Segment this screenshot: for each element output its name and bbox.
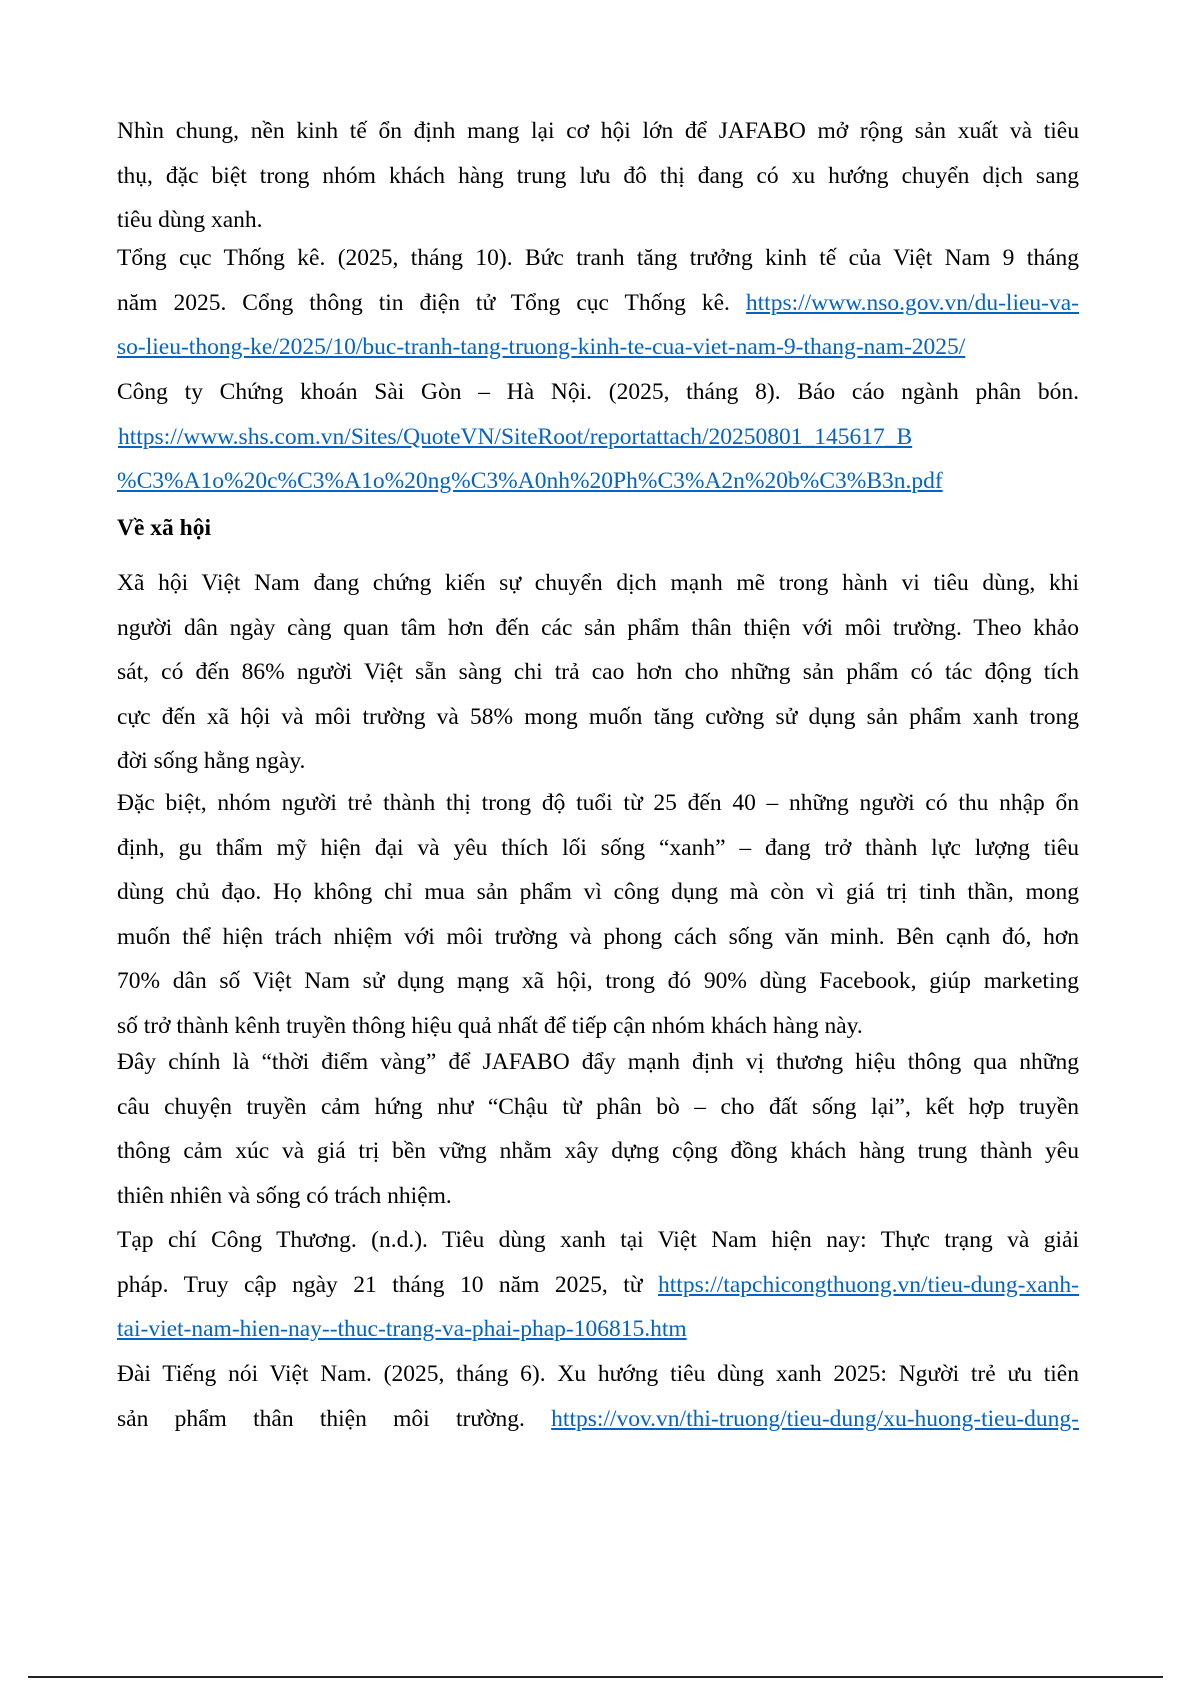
text-line (117, 459, 1079, 504)
text-line: Nhìn chung, nền kinh tế ổn định mang lại cơ hội lớn để JAFABO mở rộng sản xuất và tiêu (117, 118, 1079, 144)
text-line: cực đến xã hội và môi trường và 58% mong muốn tăng cường sử dụng sản phẩm xanh trong (117, 703, 1079, 730)
text-line (117, 325, 1079, 370)
text-line: Đài Tiếng nói Việt Nam. (2025, tháng 6). Xu hướng tiêu dùng xanh 2025: Người trẻ ưu tiên (117, 1361, 1079, 1387)
text-line (117, 1397, 1079, 1442)
text-line: câu chuyện truyền cảm hứng như “Chậu từ phân bò – cho đất sống lại”, kết hợp truyền (117, 1093, 1079, 1120)
reference-shs (117, 370, 1079, 504)
reference-text: năm 2025. Cổng thông tin điện tử Tổng cục Thống kê. (117, 289, 746, 316)
reference-link[interactable]: https://tapchicongthuong.vn/tieu-dung-xanh- (658, 1271, 1079, 1298)
text-line: dùng chủ đạo. Họ không chỉ mua sản phẩm vì công dụng mà còn vì giá trị tinh thần, mong (117, 879, 1079, 905)
reference-link[interactable]: https://www.shs.com.vn/Sites/QuoteVN/SiteRoot/reportattach/20250801_145617_B (118, 423, 913, 450)
text-line: 70% dân số Việt Nam sử dụng mạng xã hội, trong đó 90% dùng Facebook, giúp marketing (117, 968, 1079, 994)
reference-text: sản phẩm thân thiện môi trường. (117, 1405, 552, 1432)
text-line: số trở thành kênh truyền thông hiệu quả nhất để tiếp cận nhóm khách hàng này. (117, 1012, 863, 1039)
paragraph-social-trend (117, 561, 1079, 784)
text-line: Tạp chí Công Thương. (n.d.). Tiêu dùng xanh tại Việt Nam hiện nay: Thực trạng và giải (117, 1227, 1079, 1253)
reference-link[interactable]: tai-viet-nam-hien-nay--thuc-trang-va-phai-phap-106815.htm (117, 1316, 687, 1342)
reference-text: pháp. Truy cập ngày 21 tháng 10 năm 2025, từ (117, 1271, 659, 1298)
reference-link[interactable]: https://www.nso.gov.vn/du-lieu-va- (745, 289, 1079, 316)
text-line: thông cảm xúc và giá trị bền vững nhằm xây dựng cộng đồng khách hàng trung thành yêu (117, 1138, 1079, 1164)
reference-link[interactable]: %C3%A1o%20c%C3%A1o%20ng%C3%A0nh%20Ph%C3%A2n%20b%C3%B3n.pdf (117, 468, 943, 494)
heading-text: Về xã hội (117, 515, 211, 541)
text-line: tiêu dùng xanh. (117, 207, 263, 233)
text-line (117, 415, 1079, 460)
paragraph-young-consumers (117, 781, 1079, 1048)
reference-link[interactable]: so-lieu-thong-ke/2025/10/buc-tranh-tang-truong-kinh-te-cua-viet-nam-9-thang-nam-2025/ (117, 334, 966, 360)
text-line: định, gu thẩm mỹ hiện đại và yêu thích lối sống “xanh” – đang trở thành lực lượng tiêu (117, 834, 1079, 861)
text-line: Xã hội Việt Nam đang chứng kiến sự chuyển dịch mạnh mẽ trong hành vi tiêu dùng, khi (117, 570, 1079, 596)
text-line: muốn thể hiện trách nhiệm với môi trường và phong cách sống văn minh. Bên cạnh đó, hơn (117, 923, 1079, 950)
reference-link[interactable]: https://vov.vn/thi-truong/tieu-dung/xu-huong-tieu-dung- (551, 1405, 1079, 1432)
text-line: Công ty Chứng khoán Sài Gòn – Hà Nội. (2025, tháng 8). Báo cáo ngành phân bón. (117, 379, 1079, 405)
text-line: Tổng cục Thống kê. (2025, tháng 10). Bức tranh tăng trưởng kinh tế của Việt Nam 9 tháng (117, 245, 1079, 271)
reference-gso (117, 236, 1079, 370)
text-line: Đây chính là “thời điểm vàng” để JAFABO đẩy mạnh định vị thương hiệu thông qua những (117, 1049, 1079, 1075)
text-line (117, 281, 1079, 326)
text-line: Đặc biệt, nhóm người trẻ thành thị trong độ tuổi từ 25 đến 40 – những người có thu nhập ổn (117, 790, 1079, 816)
text-line (117, 1307, 1079, 1352)
reference-tapchicongthuong (117, 1218, 1079, 1352)
text-line: sát, có đến 86% người Việt sẵn sàng chi trả cao hơn cho những sản phẩm có tác động tích (117, 659, 1079, 685)
section-heading-social (117, 506, 1079, 551)
text-line: thiên nhiên và sống có trách nhiệm. (117, 1182, 452, 1209)
text-line: người dân ngày càng quan tâm hơn đến các sản phẩm thân thiện với môi trường. Theo khảo (117, 614, 1079, 641)
paragraph-golden-time (117, 1040, 1079, 1218)
text-line: thụ, đặc biệt trong nhóm khách hàng trung lưu đô thị đang có xu hướng chuyển dịch sang (117, 162, 1079, 189)
text-line: đời sống hằng ngày. (117, 748, 306, 774)
footer-divider (28, 1676, 1163, 1678)
paragraph-economy-summary (117, 109, 1079, 243)
reference-vov (117, 1352, 1079, 1441)
text-line (117, 1263, 1079, 1308)
